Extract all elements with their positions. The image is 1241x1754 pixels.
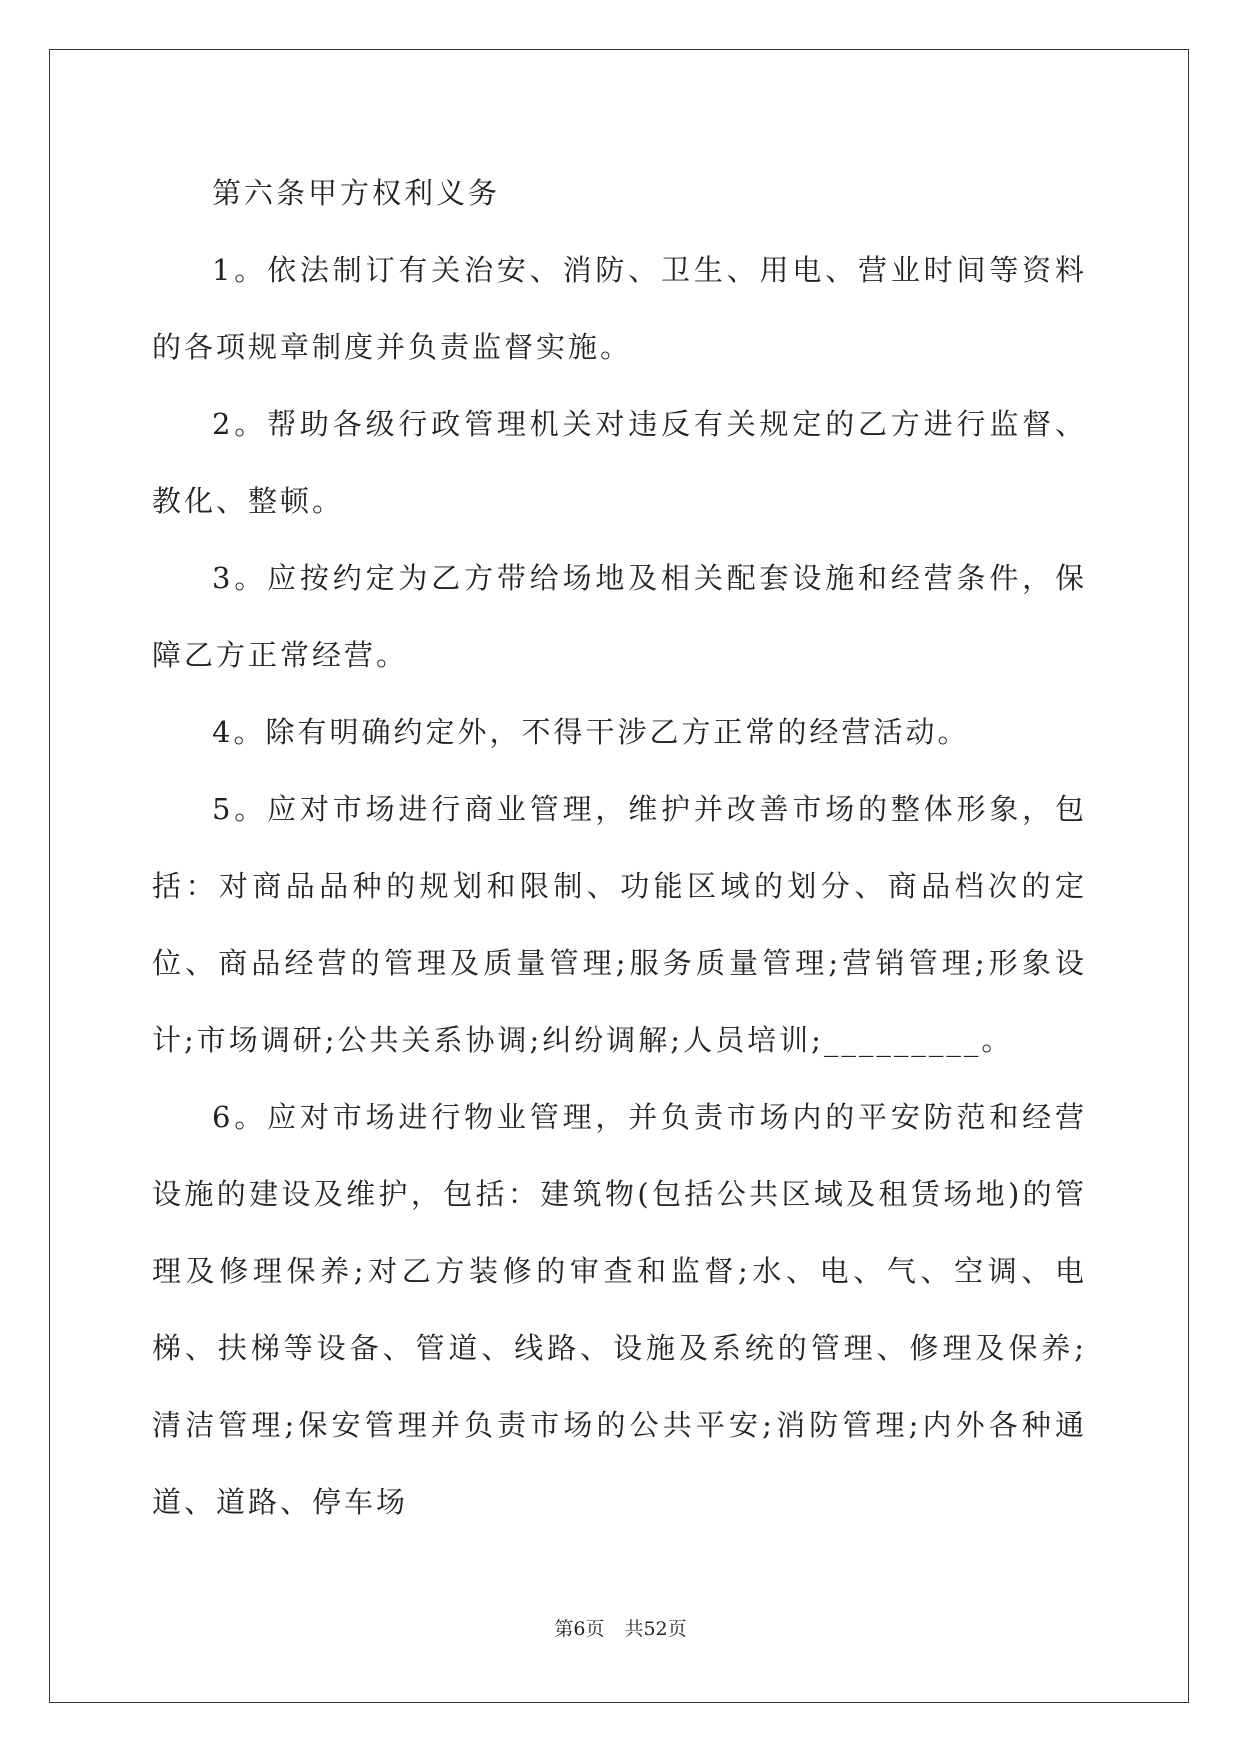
clause-5: 5。应对市场进行商业管理，维护并改善市场的整体形象，包括：对商品品种的规划和限制、功能区域的划分、商品档次的定位、商品经营的管理及质量管理;服务质量管理;营销管理;形象设计;市场调研;公共关系协调;纠纷调解;人员培训;_________。 [152,792,1087,1057]
document-body [152,155,1087,1541]
page-number-current: 第6页 [554,1618,605,1640]
clause-1: 1。依法制订有关治安、消防、卫生、用电、营业时间等资料的各项规章制度并负责监督实施。 [152,253,1087,364]
page-footer [0,1614,1241,1641]
page-number-total: 共52页 [624,1618,687,1640]
clause-6: 6。应对市场进行物业管理，并负责市场内的平安防范和经营设施的建设及维护，包括：建筑物(包括公共区域及租赁场地)的管理及修理保养;对乙方装修的审查和监督;水、电、气、空调、电梯、扶梯等设备、管道、线路、设施及系统的管理、修理及保养;清洁管理;保安管理并负责市场的公共平安;消防管理;内外各种通道、道路、停车场 [152,1100,1087,1519]
clause-3: 3。应按约定为乙方带给场地及相关配套设施和经营条件，保障乙方正常经营。 [152,561,1087,672]
section-heading: 第六条甲方权利义务 [212,176,501,210]
clause-2: 2。帮助各级行政管理机关对违反有关规定的乙方进行监督、教化、整顿。 [152,407,1087,518]
clause-4: 4。除有明确约定外，不得干涉乙方正常的经营活动。 [212,715,970,749]
